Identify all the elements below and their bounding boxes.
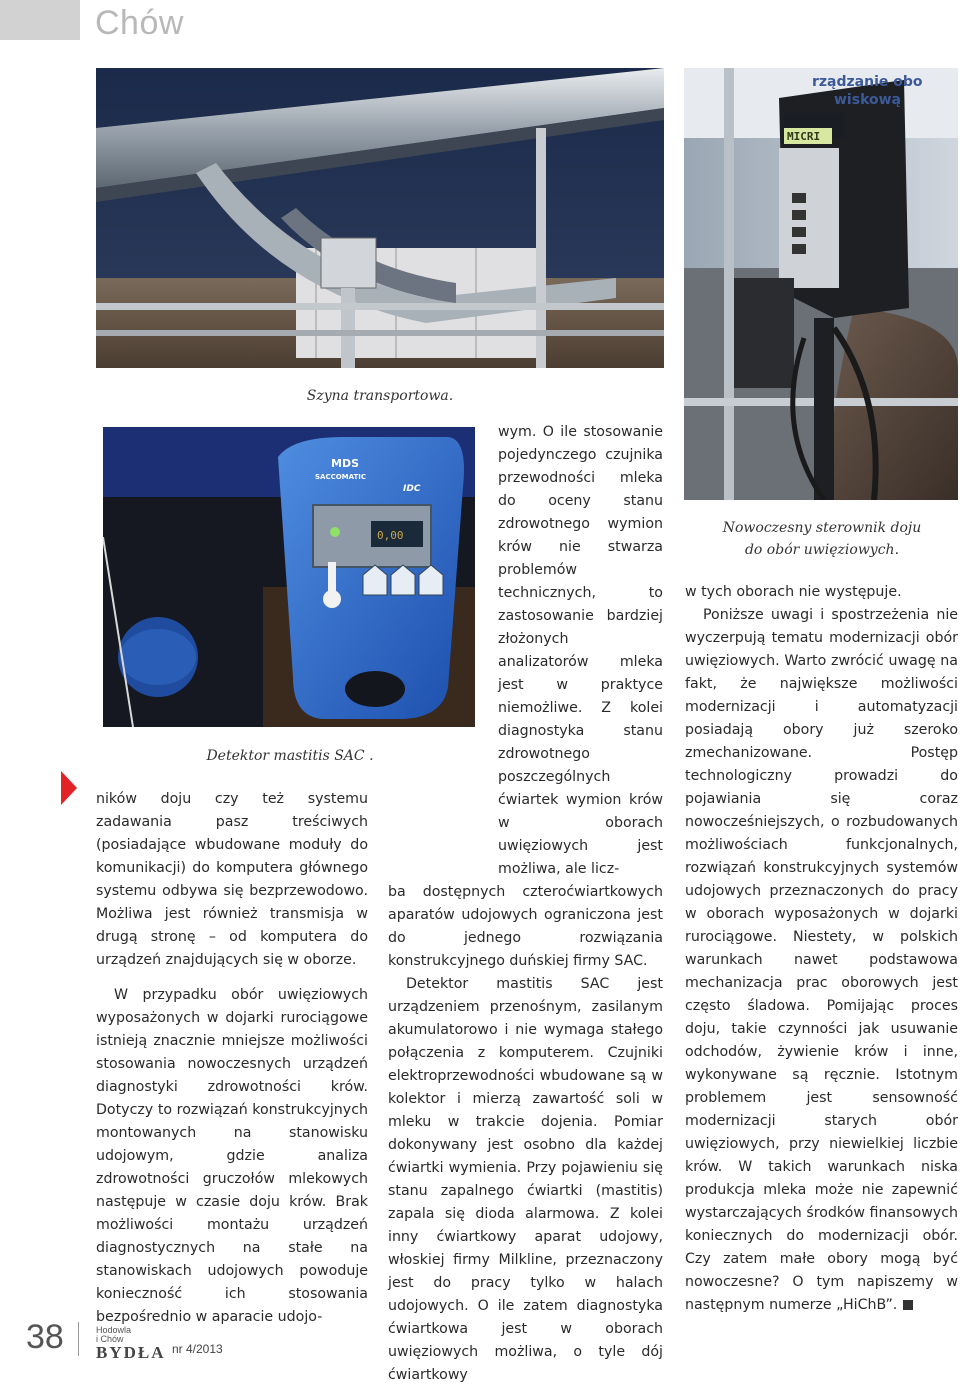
detector-brand-idc: IDC — [403, 484, 421, 494]
article-col2-paragraph-2: Detektor mastitis SAC jest urządzeniem przenośnym, zasilanym akumulatorowo i nie wymaga stałego połączenia z komputerem. Czujniki elektroprzewodności wbudowane są w kolektor i mierzą zawartość soli w mleku w trakcie dojenia. Pomiar dokonywany jest osobno dla każdej ćwiartki wymienia. Przy pojawieniu się stanu zapalnego ćwiartki (mastitis) zapala się dioda alarmowa. Z kolei inny ćwiartkowy aparat udojowy, włoskiej firmy Milkline, przeznaczony jest do pracy tylko w halach udojowych. O ile zatem diagnostyka ćwiartkowa jest w oborach uwięziowych możliwa, o tyle dój ćwiartkowy — [388, 976, 663, 1383]
detector-display-value: 0,00 — [377, 529, 404, 542]
caption-transport-rail: Szyna transportowa. — [306, 388, 454, 404]
article-col3-paragraph-1: w tych oborach nie występuje. — [685, 584, 902, 600]
caption-milking-controller — [700, 517, 944, 561]
article-col3-paragraph-2: Poniższe uwagi i spostrzeżenia nie wyczerpują tematu modernizacji obór uwięziowych. Warto zwrócić uwagę na fakt, że największe możliwości modernizacji i automatyzacji posiadają obory już szeroko zmechanizowane. Postęp technologiczny prowadzi do pojawiania się coraz nowocześniejszych, o rozbudowanych możliwościach funkcjonalnych, rozwiązań konstrukcyjnych systemów udojowych przeznaczonych do pracy w oborach wyposażonych w dojarki rurociągowe. Niestety, w polskich warunkach nawet podstawowa mechanizacja prac oborowych jest często śladowa. Pomijając proces doju, takie czynności jak usuwanie odchodów, żywienie krów i inne, wykonywane są ręcznie. Istotnym problemem jest sensowność modernizacji starych obór uwięziowych, przy niewielkiej liczbie krów. W takich warunkach niska produkcja mleka może nie zapewnić wystarczających środków finansowych koniecznych do modernizacji obór. Czy zatem małe obory mogą być nowoczesne? O tym napiszemy w następnym numerze „HiChB”. — [685, 607, 958, 1313]
logo-text-bydla: BYDŁA — [96, 1343, 166, 1362]
caption-controller-line2: do obór uwięziowych. — [744, 542, 900, 558]
controller-sign-line2: wiskową — [834, 92, 901, 108]
article-col2-paragraph-1: ba dostępnych czterоćwiartkowych aparatów udojowych ograniczona jest do jednego rozwiązania konstrukcyjnego duńskiej firmy SAC. — [388, 884, 663, 969]
end-square-icon — [903, 1300, 913, 1310]
header-gray-bar — [0, 0, 80, 40]
photo-milking-controller — [684, 68, 958, 500]
logo-text-ichow: i Chów — [96, 1334, 124, 1344]
article-column-2 — [388, 421, 663, 1387]
detector-brand-saccomatic: SACCOMATIC — [315, 473, 367, 481]
article-column-1 — [96, 788, 368, 1329]
footer-divider — [78, 1322, 79, 1356]
detector-brand-mds: MDS — [331, 457, 359, 470]
controller-sign-line1: rządzanie obo — [812, 74, 923, 90]
red-triangle-icon — [61, 771, 77, 805]
logo-text-hodowla: Hodowla — [96, 1325, 132, 1335]
article-col1-paragraph-1: ników doju czy też systemu zadawania pasz treściwych (posiadające wbudowane moduły do komunikacji) do komputera głównego systemu odbywa się bezprzewodowo. Możliwa jest również transmisja w drugą stronę – od komputera do urządzeń znajdujących się w oborze. — [96, 791, 368, 968]
article-col1-paragraph-2: W przypadku obór uwięziowych wyposażonych w dojarki rurociągowe istnieją znacznie mniejsze możliwości stosowania nowoczesnych urządzeń diagnostyki zdrowotności krów. Dotyczy to rozwiązań konstrukcyjnych montowanych na stanowisku udojowym, gdzie analiza zdrowotności gruczołów mlekowych następuje w czasie doju krów. Brak możliwości montażu urządzeń diagnostycznych na stałe na stanowiskach udojowych powoduje konieczność ich stosowania bezpośrednio w aparacie udojo- — [96, 987, 368, 1325]
page-number: 38 — [26, 1318, 64, 1356]
article-column-3 — [685, 581, 958, 1317]
issue-number: nr 4/2013 — [172, 1342, 223, 1356]
article-col2-wrap-text: wym. O ile stosowanie pojedynczego czujnika przewodności mleka do oceny stanu zdrowotnego wymion krów nie stwarza problemów technicznych, to zastosowanie bardziej złożonych analizatorów mleka jest w praktyce niemożliwe. Z kolei diagnostyka stanu zdrowotnego poszczególnych ćwiartek wymion krów w oborach uwięziowych jest możliwa, ale licz- — [498, 424, 663, 877]
article-col3-paragraph-2-wrap — [685, 604, 958, 1317]
caption-controller-line1: Nowoczesny sterownik doju — [722, 520, 922, 536]
section-title: Chów — [95, 4, 184, 42]
controller-screen-text: MICRI — [787, 130, 821, 143]
photo-transport-rail — [96, 68, 664, 368]
caption-mastitis-detector: Detektor mastitis SAC . — [206, 748, 374, 764]
